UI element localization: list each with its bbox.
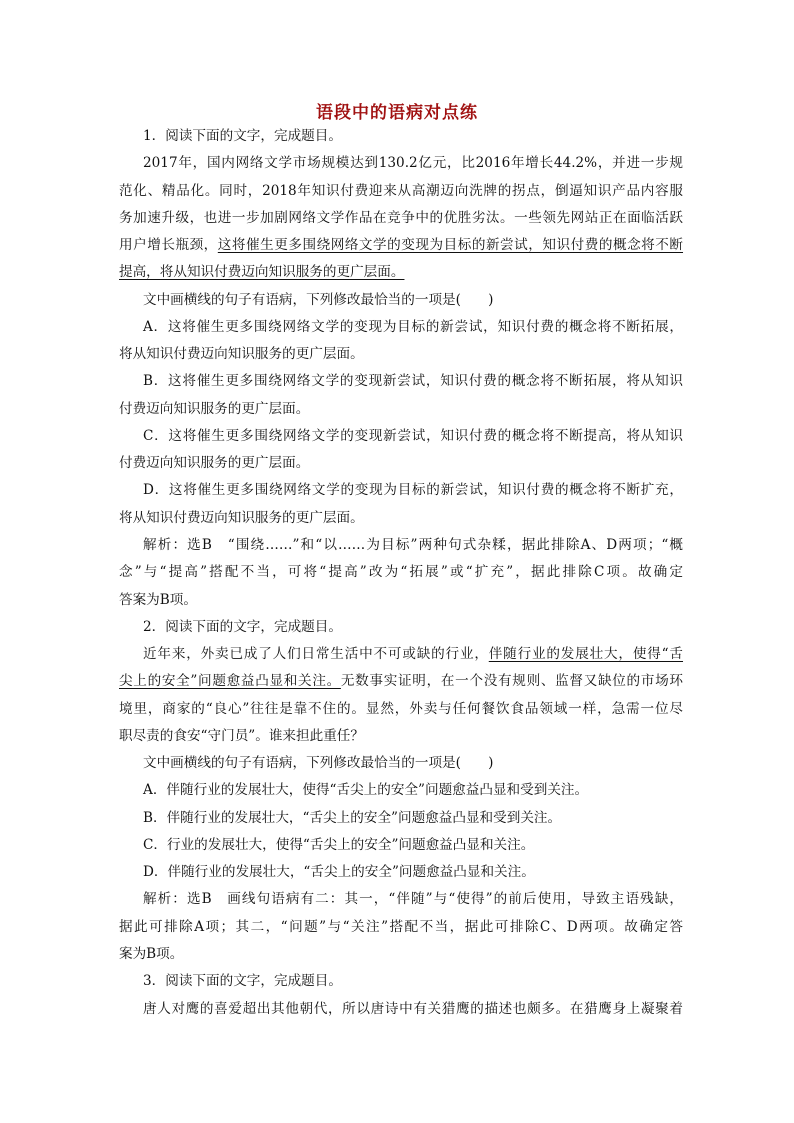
text-line: [119, 914, 683, 941]
line-text: 无数事实证明，在一个没有规则、监督又缺位的市场环: [340, 673, 683, 690]
line-text: 据此可排除A项；其二，“问题”与“关注”搭配不当，据此可排除C、D两项。故确定答: [119, 918, 683, 935]
line-text: 1．阅读下面的文字，完成题目。: [143, 128, 342, 144]
line-text: 文中画横线的句子有语病，下列修改最恰当的一项是( ): [143, 755, 494, 772]
underlined-sentence: 这将催生更多围绕网络文学的变现为目标的新尝试，知识付费的概念将不断: [217, 237, 684, 254]
underlined-sentence: 伴随行业的发展壮大，使得“舌: [488, 646, 684, 663]
text-line: [119, 450, 683, 477]
line-text: A．这将催生更多围绕网络文学的变现为目标的新尝试，知识付费的概念将不断拓展，: [143, 318, 683, 335]
line-text: 近年来，外卖已成了人们日常生活中不可或缺的行业，: [143, 646, 489, 663]
line-text: 务加速升级，也进一步加剧网络文学作品在竞争中的优胜劣汰。一些领先网站正在面临活跃: [119, 209, 683, 226]
line-text: B．伴随行业的发展壮大，“舌尖上的安全”问题愈益凸显和受到关注。: [143, 809, 562, 826]
question-1-prompt: [119, 287, 683, 314]
question-2-option-c: [119, 832, 683, 859]
line-text: A．伴随行业的发展壮大，使得“舌尖上的安全”问题愈益凸显和受到关注。: [143, 782, 589, 799]
line-text: C．这将催生更多围绕网络文学的变现新尝试，知识付费的概念将不断提高，将从知识: [143, 427, 683, 444]
line-text: 案为B项。: [119, 945, 184, 962]
text-line: [119, 341, 683, 368]
line-text: 文中画横线的句子有语病，下列修改最恰当的一项是( ): [143, 291, 494, 308]
question-1-option-c: [119, 423, 683, 450]
text-line: [119, 723, 683, 750]
line-text: 将从知识付费迈向知识服务的更广层面。: [119, 346, 364, 363]
line-text: 范化、精品化。同时，2018年知识付费迎来从高潮迈向洗牌的拐点，倒逼知识产品内容服: [119, 182, 683, 199]
text-line: [119, 941, 683, 968]
text-line: [119, 150, 683, 177]
question-3-heading: [119, 968, 683, 995]
text-line: [119, 396, 683, 423]
document-body: [119, 123, 683, 1023]
underlined-sentence: 提高，将从知识付费迈向知识服务的更广层面。: [119, 264, 405, 281]
line-text: 付费迈向知识服务的更广层面。: [119, 400, 310, 417]
question-1-option-d: [119, 477, 683, 504]
line-text: 3．阅读下面的文字，完成题目。: [143, 973, 342, 990]
text-line: [119, 641, 683, 668]
line-text: 将从知识付费迈向知识服务的更广层面。: [119, 509, 364, 526]
line-text: 答案为B项。: [119, 591, 197, 608]
line-text: D．这将催生更多围绕网络文学的变现为目标的新尝试，知识付费的概念将不断扩充，: [143, 482, 683, 499]
question-1-option-b: [119, 368, 683, 395]
text-line: [119, 587, 683, 614]
line-text: 用户增长瓶颈，: [119, 237, 218, 254]
line-text: 解析：选B 画线句语病有二：其一，“伴随”与“使得”的前后使用，导致主语残缺，: [143, 891, 683, 908]
line-text: 唐人对鹰的喜爱超出其他朝代，所以唐诗中有关猎鹰的描述也颇多。在猎鹰身上凝聚着: [143, 1000, 683, 1017]
question-2-analysis: [119, 886, 683, 913]
line-text: 念”与“提高”搭配不当，可将“提高”改为“拓展”或“扩充”，据此排除C项。故确定: [119, 564, 683, 581]
question-2-prompt: [119, 750, 683, 777]
question-1-option-a: [119, 314, 683, 341]
line-text: B．这将催生更多围绕网络文学的变现新尝试，知识付费的概念将不断拓展，将从知识: [143, 373, 683, 390]
document-title: 语段中的语病对点练: [316, 103, 478, 123]
question-2-option-b: [119, 805, 683, 832]
text-line: [119, 205, 683, 232]
question-2-option-d: [119, 859, 683, 886]
line-text: C．行业的发展壮大，使得“舌尖上的安全”问题愈益凸显和关注。: [143, 836, 535, 853]
question-2-option-a: [119, 777, 683, 804]
text-line: [119, 559, 683, 586]
text-line: [119, 505, 683, 532]
line-text: 2．阅读下面的文字，完成题目。: [143, 618, 342, 635]
question-1-heading: [119, 123, 683, 150]
text-line: [119, 178, 683, 205]
text-line: [119, 668, 683, 695]
underlined-sentence: 尖上的安全”问题愈益凸显和关注。: [119, 673, 341, 690]
text-line: [119, 259, 683, 286]
question-2-heading: [119, 614, 683, 641]
text-line: [119, 696, 683, 723]
line-text: 境里，商家的“良心”往往是靠不住的。显然，外卖与任何餐饮食品领域一样，急需一位尽: [119, 700, 683, 717]
line-text: D．伴随行业的发展壮大，“舌尖上的安全”问题愈益凸显和关注。: [143, 864, 535, 881]
line-text: 职尽责的食安“守门员”。谁来担此重任？: [119, 727, 364, 744]
line-text: 解析：选B “围绕……”和“以……为目标”两种句式杂糅，据此排除A、D两项；“概: [143, 536, 683, 553]
text-line: [119, 996, 683, 1023]
text-line: [119, 232, 683, 259]
line-text: 2017年，国内网络文学市场规模达到130.2亿元，比2016年增长44.2%，并进一步规: [143, 155, 683, 172]
line-text: 付费迈向知识服务的更广层面。: [119, 455, 310, 472]
question-1-analysis: [119, 532, 683, 559]
